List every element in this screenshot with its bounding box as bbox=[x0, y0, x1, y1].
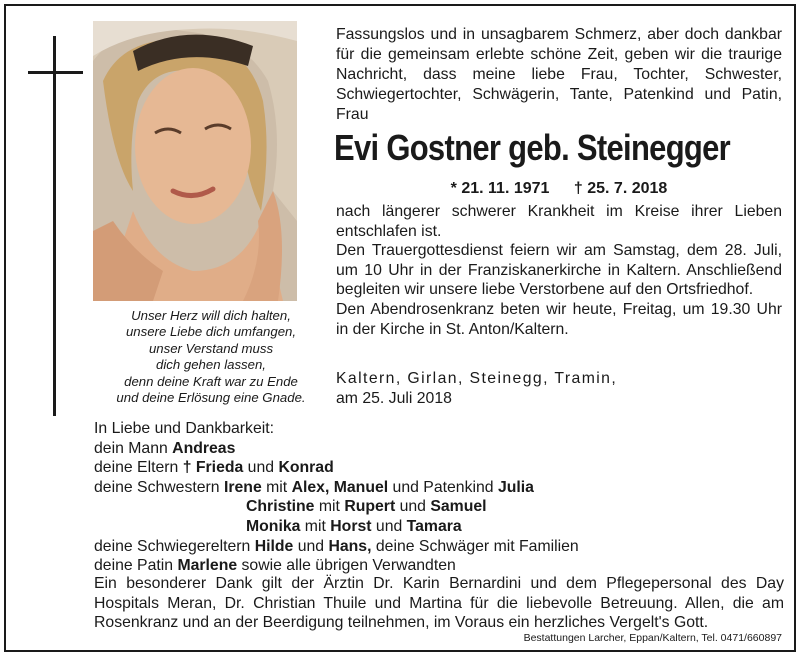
mourner-sister-3: Monika mit Horst und Tamara bbox=[246, 517, 462, 535]
death-date: † 25. 7. 2018 bbox=[573, 180, 668, 197]
rosary-text: Den Abendrosenkranz beten wir heute, Freitag, um 19.30 Uhr in der Kirche in St. Anton/Kaltern. bbox=[336, 300, 782, 338]
announcement-body bbox=[336, 202, 782, 339]
mourner-husband: dein Mann Andreas bbox=[94, 439, 236, 457]
places-and-date bbox=[336, 369, 782, 408]
thanks-text: Ein besonderer Dank gilt der Ärztin Dr. Karin Bernardini und dem Pflegepersonal des Day Hospitals Meran, Dr. Christian Thuile und Martina für die liebevolle Betreuung. Allen, die am Rosenkranz und an der Beerdigung teilnehmen, im Voraus ein herzliches Vergelt's Gott. bbox=[94, 575, 784, 632]
poem-line: und deine Erlösung eine Gnade. bbox=[116, 390, 306, 406]
notice-date: am 25. Juli 2018 bbox=[336, 389, 452, 407]
passing-text: nach längerer schwerer Krankheit im Kreise ihrer Lieben entschlafen ist. bbox=[336, 203, 782, 240]
obituary-notice bbox=[4, 4, 796, 652]
funeral-service-text: Den Trauergottesdienst feiern wir am Samstag, dem 28. Juli, um 10 Uhr in der Franziskanerkirche in Kaltern. Anschließend begleiten wir unsere liebe Verstorbene auf den Ortsfriedhof. bbox=[336, 242, 782, 299]
mourner-sister-2: Christine mit Rupert und Samuel bbox=[246, 498, 487, 516]
life-dates bbox=[336, 179, 782, 199]
portrait-drawing bbox=[93, 21, 297, 301]
poem bbox=[96, 308, 326, 406]
mourners-list bbox=[94, 419, 784, 576]
mourner-sister-1: deine Schwestern Irene mit Alex, Manuel und Patenkind Julia bbox=[94, 478, 534, 496]
mourner-inlaws: deine Schwiegereltern Hilde und Hans, deine Schwäger mit Familien bbox=[94, 537, 579, 555]
mourner-parents: deine Eltern † Frieda und Konrad bbox=[94, 459, 334, 477]
poem-line: denn deine Kraft war zu Ende bbox=[124, 373, 298, 389]
poem-line: dich gehen lassen, bbox=[156, 357, 266, 373]
poem-line: Unser Herz will dich halten, bbox=[131, 308, 291, 323]
birth-date: * 21. 11. 1971 bbox=[450, 180, 550, 197]
places: Kaltern, Girlan, Steinegg, Tramin, bbox=[336, 370, 618, 387]
undertaker-credit: Bestattungen Larcher, Eppan/Kaltern, Tel. 0471/660897 bbox=[523, 632, 782, 644]
poem-line: unser Verstand muss bbox=[148, 340, 274, 356]
mourners-heading: In Liebe und Dankbarkeit: bbox=[94, 420, 275, 437]
mourner-godmother: deine Patin Marlene sowie alle übrigen Verwandten bbox=[94, 557, 456, 575]
portrait-photo bbox=[93, 21, 297, 301]
intro-text: Fassungslos und in unsagbarem Schmerz, aber doch dankbar für die gemeinsam erlebte schöne Zeit, geben wir die traurige Nachricht, dass meine liebe Frau, Tochter, Schwester, Schwiegertochter, Schwägerin, Tante, Patenkind und Patin, Frau bbox=[336, 26, 782, 123]
deceased-name: Evi Gostner geb. Steinegger bbox=[334, 127, 731, 168]
poem-line: unsere Liebe dich umfangen, bbox=[125, 324, 297, 340]
